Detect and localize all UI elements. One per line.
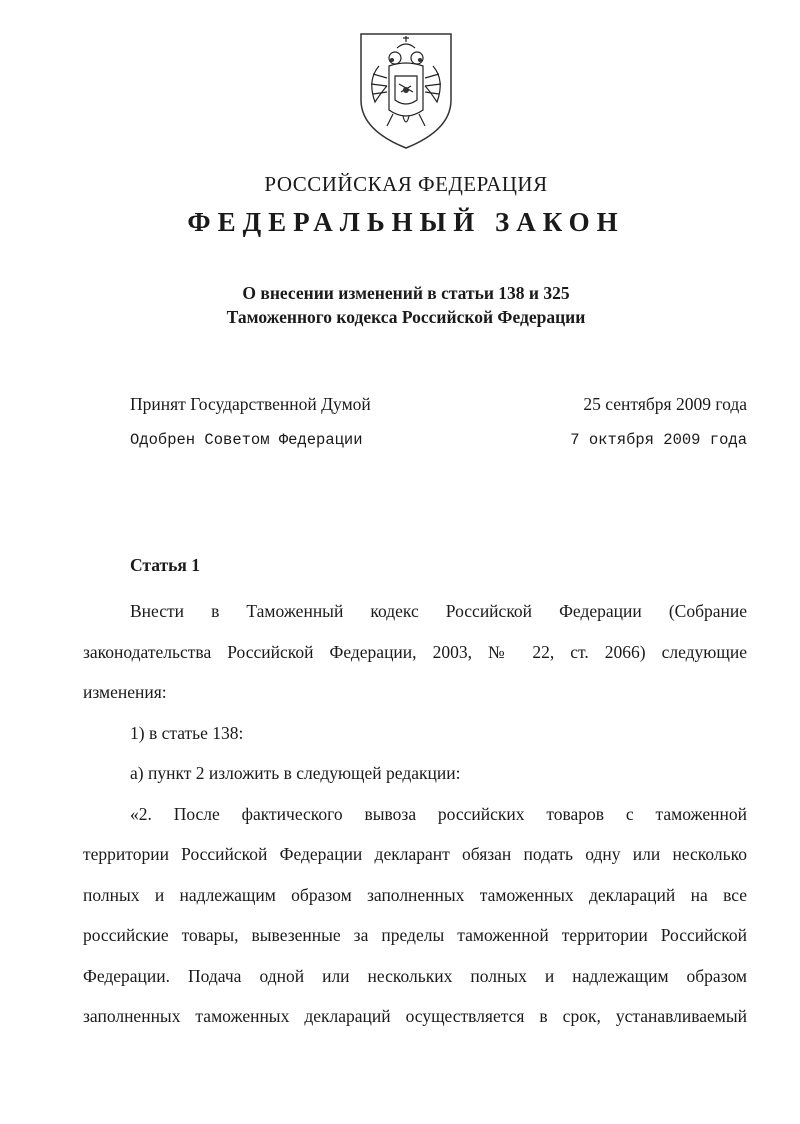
duma-adoption-label: Принят Государственной Думой [130, 394, 371, 414]
body-line: а) пункт 2 изложить в следующей редакции: [130, 763, 461, 783]
body-line: заполненных таможенных деклараций осуществляется в срок, устанавливаемый [83, 1006, 747, 1026]
body-line: изменения: [83, 682, 167, 702]
country-title: РОССИЙСКАЯ ФЕДЕРАЦИЯ [264, 172, 548, 196]
council-approval-label: Одобрен Советом Федерации [130, 431, 363, 449]
body-line: 1) в статье 138: [130, 722, 244, 743]
law-title-line-1: О внесении изменений в статьи 138 и 325 [242, 283, 570, 303]
council-approval-date: 7 октября 2009 года [570, 431, 747, 449]
article-heading: Статья 1 [130, 555, 200, 575]
body-line: полных и надлежащим образом заполненных таможенных деклараций на все [83, 884, 747, 905]
body-line: «2. После фактического вывоза российских товаров с таможенной [130, 803, 747, 824]
body-line: Внести в Таможенный кодекс Российской Федерации (Собрание [130, 601, 747, 621]
article-body [83, 591, 747, 1037]
body-line: российские товары, вывезенные за пределы таможенной территории Российской [83, 925, 747, 945]
russian-coat-of-arms-icon [357, 30, 455, 150]
law-type-title: ФЕДЕРАЛЬНЫЙ ЗАКОН [187, 207, 625, 237]
law-title-line-2: Таможенного кодекса Российской Федерации [226, 307, 586, 327]
duma-adoption-date: 25 сентября 2009 года [583, 394, 747, 414]
body-line: территории Российской Федерации декларант обязан подать одну или несколько [83, 844, 747, 864]
body-line: законодательства Российской Федерации, 2003, № 22, ст. 2066) следующие [83, 641, 747, 662]
body-line: Федерации. Подача одной или нескольких полных и надлежащим образом [83, 965, 747, 986]
